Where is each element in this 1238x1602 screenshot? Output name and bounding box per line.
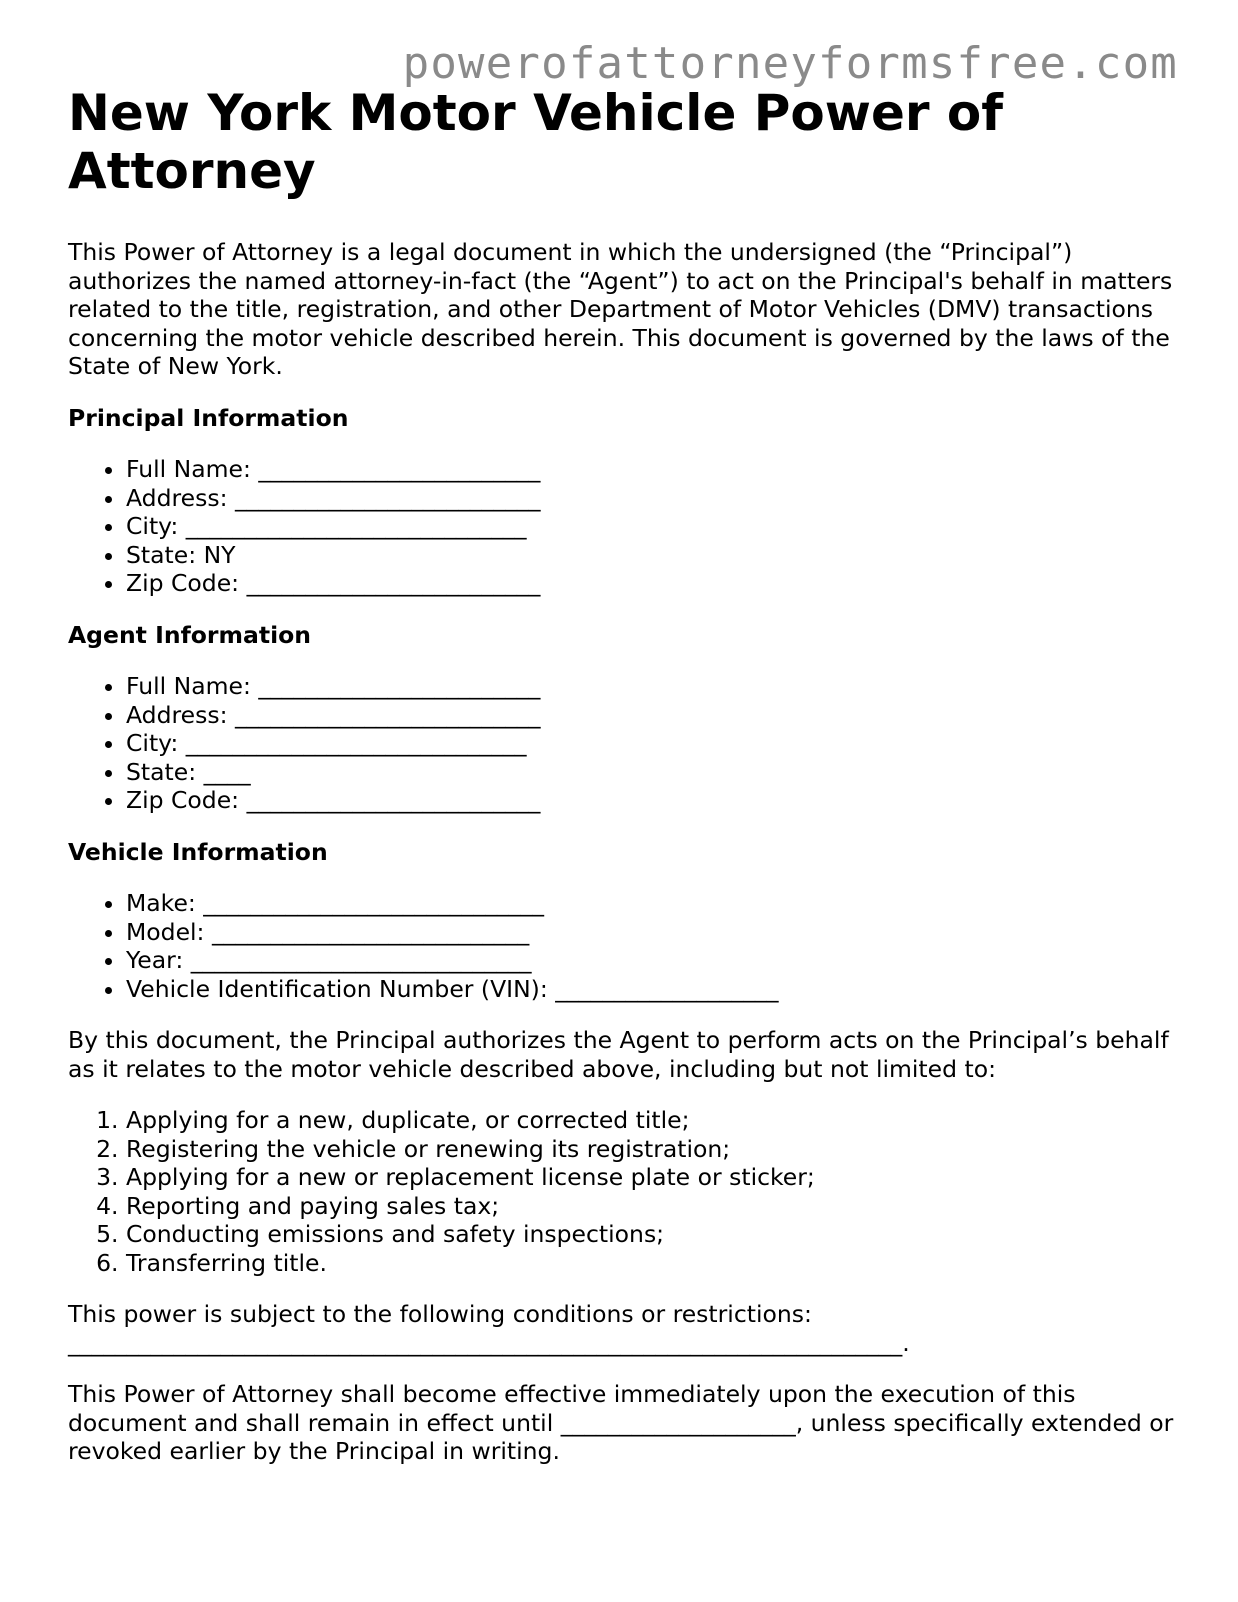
act-item: 1. Applying for a new, duplicate, or corrected title;	[126, 1106, 1178, 1135]
act-item: 2. Registering the vehicle or renewing its registration;	[126, 1135, 1178, 1164]
agent-list	[68, 672, 1178, 815]
principal-city: • City: _____________________________	[126, 512, 1178, 541]
act-item: 6. Transferring title.	[126, 1249, 1178, 1278]
vehicle-make: • Make: _____________________________	[126, 889, 1178, 918]
principal-heading: Principal Information	[68, 403, 349, 432]
intro-paragraph: This Power of Attorney is a legal document in which the undersigned (the “Principal”) authorizes the named attorney-in-fact (the “Agent”) to act on the Principal's behalf in matters related to the title, registration, and other Department of Motor Vehicles (DMV) transactions concerning the motor vehicle described herein. This document is governed by the laws of the State of New York.	[68, 238, 1173, 380]
agent-heading: Agent Information	[68, 620, 312, 649]
principal-zip-code: • Zip Code: _________________________	[126, 569, 1178, 598]
agent-zip-code: • Zip Code: _________________________	[126, 786, 1178, 815]
acts-list	[68, 1106, 1178, 1277]
vehicle-list	[68, 889, 1178, 1003]
conditions-paragraph: This power is subject to the following conditions or restrictions: _______________________________________________________________________.	[68, 1300, 910, 1357]
principal-state: • State: NY	[126, 541, 1178, 570]
vehicle-heading: Vehicle Information	[68, 837, 328, 866]
principal-full-name: • Full Name: ________________________	[126, 455, 1178, 484]
principal-list	[68, 455, 1178, 598]
act-item: 4. Reporting and paying sales tax;	[126, 1192, 1178, 1221]
act-item: 3. Applying for a new or replacement license plate or sticker;	[126, 1163, 1178, 1192]
vehicle-year: • Year: _____________________________	[126, 946, 1178, 975]
authorization-paragraph: By this document, the Principal authorizes the Agent to perform acts on the Principal’s behalf as it relates to the motor vehicle described above, including but not limited to:	[68, 1026, 1169, 1083]
page-title: New York Motor Vehicle Power of Attorney	[68, 84, 1004, 200]
principal-address: • Address: __________________________	[126, 484, 1178, 513]
agent-full-name: • Full Name: ________________________	[126, 672, 1178, 701]
agent-city: • City: _____________________________	[126, 729, 1178, 758]
agent-address: • Address: __________________________	[126, 701, 1178, 730]
act-item: 5. Conducting emissions and safety inspections;	[126, 1220, 1178, 1249]
watermark: powerofattorneyformsfree.com	[402, 38, 1178, 89]
vehicle-model: • Model: ___________________________	[126, 918, 1178, 947]
vehicle-vin: • Vehicle Identification Number (VIN): ___________________	[126, 975, 1178, 1004]
agent-state: • State: ____	[126, 758, 1178, 787]
document-page	[68, 84, 1178, 1466]
effective-paragraph: This Power of Attorney shall become effective immediately upon the execution of this document and shall remain in effect until ____________________, unless specifically extended or revoked earlier by the Principal in writing.	[68, 1380, 1174, 1465]
